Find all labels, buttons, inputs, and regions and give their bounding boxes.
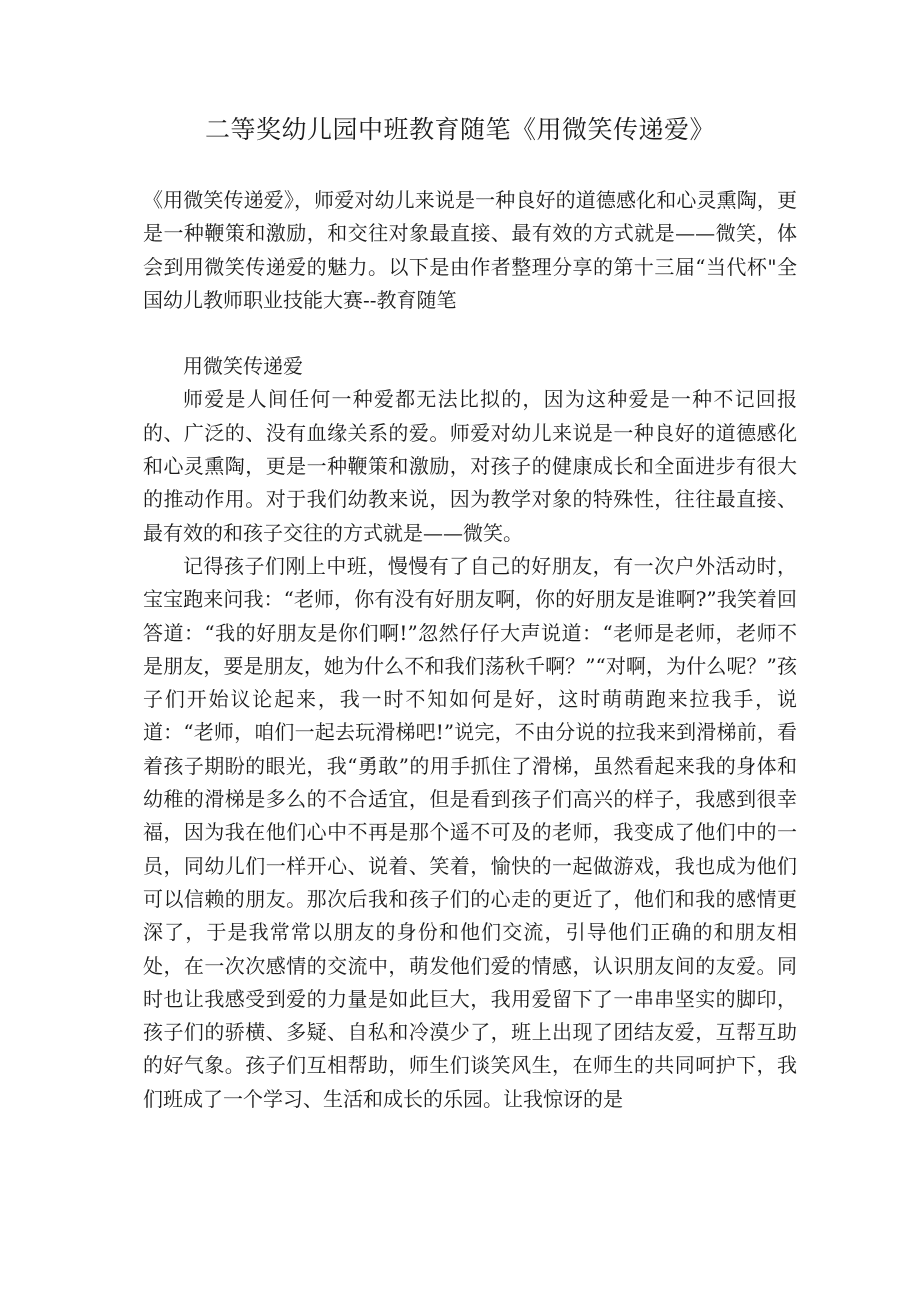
document-title: 二等奖幼儿园中班教育随笔《用微笑传递爱》 [204, 115, 715, 144]
document-body [143, 184, 797, 1116]
body-paragraph: 师爱是人间任何一种爱都无法比拟的，因为这种爱是一种不记回报的、广泛的、没有血缘关系的爱。师爱对幼儿来说是一种良好的道德感化和心灵熏陶，更是一种鞭策和激励，对孩子的健康成长和全面进步有很大的推动作用。对于我们幼教来说，因为教学对象的特殊性，往往最直接、最有效的和孩子交往的方式就是——微笑。 [143, 387, 797, 545]
body-paragraph: 记得孩子们刚上中班，慢慢有了自己的好朋友，有一次户外活动时，宝宝跑来问我：“老师，你有没有好朋友啊，你的好朋友是谁啊?”我笑着回答道：“我的好朋友是你们啊!”忽然仔仔大声说道：“老师是老师，老师不是朋友，要是朋友，她为什么不和我们荡秋千啊？”“对啊，为什么呢？”孩子们开始议论起来，我一时不知如何是好，这时萌萌跑来拉我手，说道：“老师，咱们一起去玩滑梯吧!”说完，不由分说的拉我来到滑梯前，看着孩子期盼的眼光，我“勇敢”的用手抓住了滑梯，虽然看起来我的身体和幼稚的滑梯是多么的不合适宜，但是看到孩子们高兴的样子，我感到很幸福，因为我在他们心中不再是那个遥不可及的老师，我变成了他们中的一员，同幼儿们一样开心、说着、笑着，愉快的一起做游戏，我也成为他们可以信赖的朋友。那次后我和孩子们的心走的更近了，他们和我的感情更深了，于是我常常以朋友的身份和他们交流，引导他们正确的和朋友相处，在一次次感情的交流中，萌发他们爱的情感，认识朋友间的友爱。同时也让我感受到爱的力量是如此巨大，我用爱留下了一串串坚实的脚印，孩子们的骄横、多疑、自私和冷漠少了，班上出现了团结友爱，互帮互助的好气象。孩子们互相帮助，师生们谈笑风生，在师生的共同呵护下，我们班成了一个学习、生活和成长的乐园。让我惊讶的是 [143, 553, 797, 1111]
section-subheading: 用微笑传递爱 [183, 354, 303, 379]
intro-paragraph: 《用微笑传递爱》，师爱对幼儿来说是一种良好的道德感化和心灵熏陶，更是一种鞭策和激励，和交往对象最直接、最有效的方式就是——微笑，体会到用微笑传递爱的魅力。以下是由作者整理分享的第十三届“当代杯"全国幼儿教师职业技能大赛--教育随笔 [143, 188, 797, 312]
